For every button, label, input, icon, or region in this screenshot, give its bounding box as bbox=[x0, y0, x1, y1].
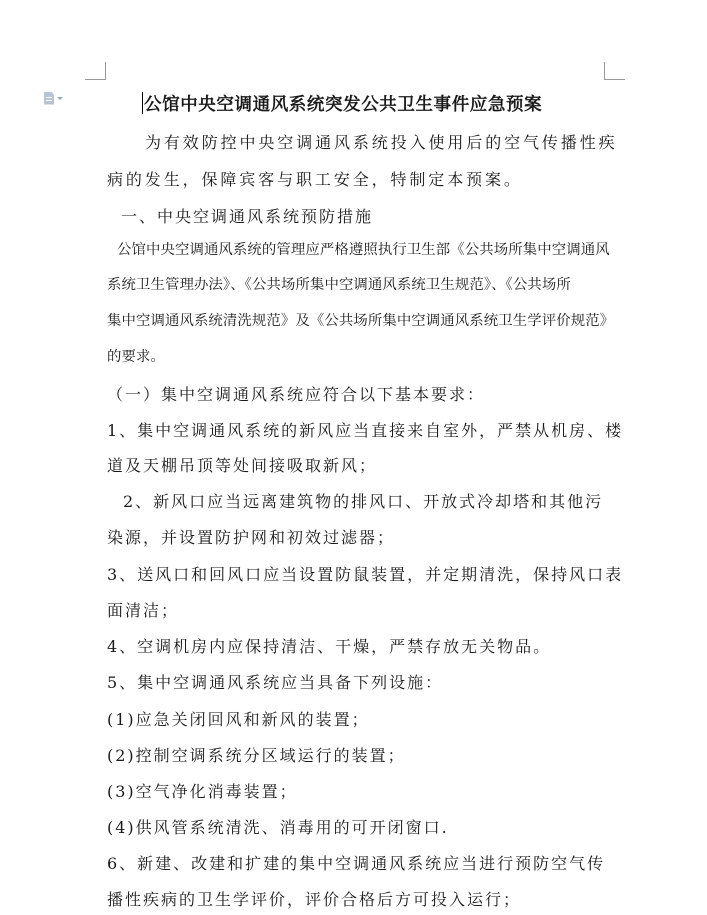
section1-para-line-1: 公馆中央空调通风系统的管理应严格遵照执行卫生部《公共场所集中空调通风 bbox=[117, 242, 610, 258]
item3-line-1: 3、送风口和回风口应当设置防鼠装置，并定期清洗，保持风口表 bbox=[107, 565, 624, 584]
intro-line-1: 为有效防控中央空调通风系统投入使用后的空气传播性疾 bbox=[145, 133, 618, 152]
document-title: 公馆中央空调通风系统突发公共卫生事件应急预案 bbox=[144, 95, 543, 115]
item1-line-1: 1、集中空调通风系统的新风应当直接来自室外，严禁从机房、楼 bbox=[107, 421, 624, 440]
item5-sub-1: (1)应急关闭回风和新风的装置； bbox=[107, 710, 370, 729]
item5-sub-4: (4)供风管系统清洗、消毒用的可开闭窗口. bbox=[107, 818, 449, 837]
section1-heading: 一、中央空调通风系统预防措施 bbox=[121, 207, 374, 226]
item3-line-2: 面清洁； bbox=[107, 601, 180, 620]
section1-para-line-3: 集中空调通风系统清洗规范》及《公共场所集中空调通风系统卫生学评价规范》 bbox=[107, 313, 615, 329]
crop-mark-top-right bbox=[604, 62, 625, 80]
item2-line-1: 2、新风口应当远离建筑物的排风口、开放式冷却塔和其他污 bbox=[123, 492, 604, 511]
item5-sub-3: (3)空气净化消毒装置； bbox=[107, 782, 298, 801]
file-icon bbox=[44, 92, 54, 105]
item5-line-1: 5、集中空调通风系统应当具备下列设施： bbox=[107, 673, 444, 692]
text-cursor bbox=[142, 92, 143, 114]
sub1-heading: （一）集中空调通风系统应符合以下基本要求： bbox=[107, 385, 486, 404]
item1-line-2: 道及天棚吊顶等处间接吸取新风； bbox=[107, 456, 378, 475]
item2-line-2: 染源，并设置防护网和初效过滤器； bbox=[107, 528, 396, 547]
chevron-down-icon bbox=[57, 97, 63, 100]
document-icon[interactable] bbox=[44, 90, 70, 106]
section1-para-line-2: 系统卫生管理办法》、《公共场所集中空调通风系统卫生规范》、《公共场所 bbox=[107, 277, 571, 293]
item4-line-1: 4、空调机房内应保持清洁、干燥，严禁存放无关物品。 bbox=[107, 637, 552, 656]
crop-mark-top-left bbox=[85, 62, 106, 80]
item6-line-1: 6、新建、改建和扩建的集中空调通风系统应当进行预防空气传 bbox=[107, 854, 606, 873]
section1-para-line-4: 的要求。 bbox=[107, 349, 165, 365]
item5-sub-2: (2)控制空调系统分区域运行的装置； bbox=[107, 746, 406, 765]
item6-line-2: 播性疾病的卫生学评价，评价合格后方可投入运行； bbox=[107, 890, 522, 909]
intro-line-2: 病的发生，保障宾客与职工安全，特制定本预案。 bbox=[107, 170, 523, 189]
